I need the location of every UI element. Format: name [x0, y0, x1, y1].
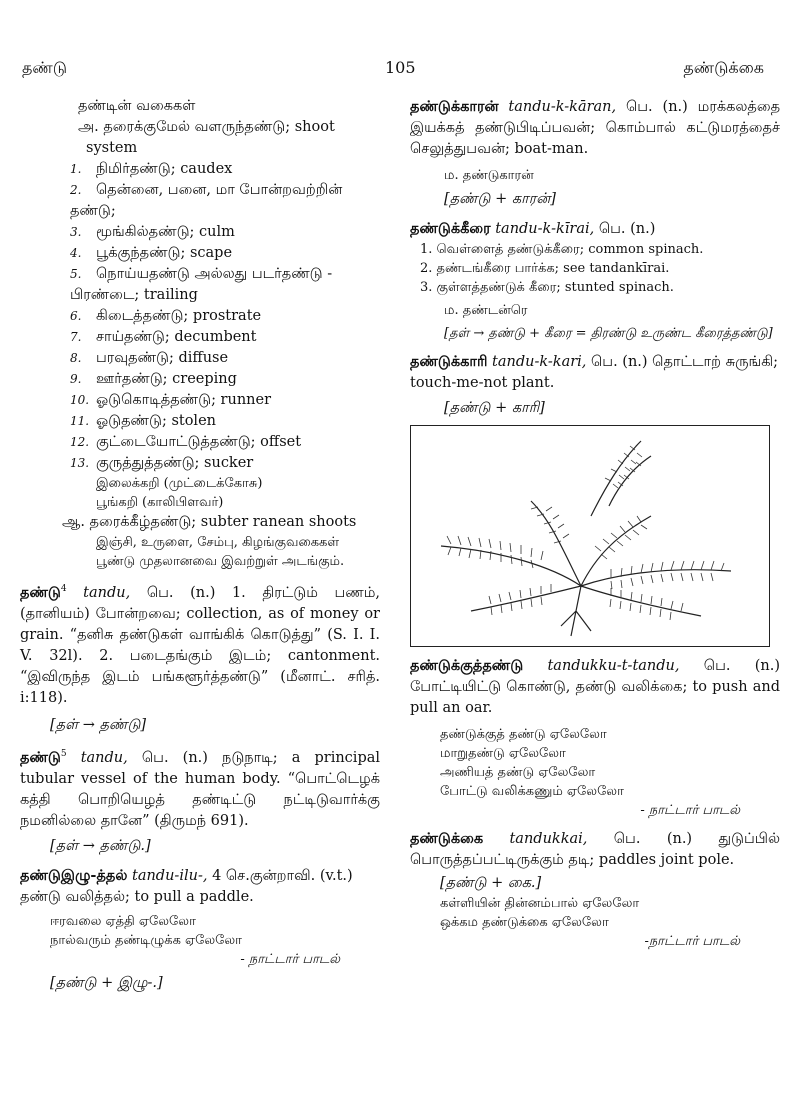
- transliteration: tandu-ilu-,: [132, 867, 208, 884]
- running-head-left: தண்டு: [22, 58, 68, 77]
- verse-line: ஈரவலை ஏத்தி ஏலேலோ: [50, 913, 196, 929]
- verse-line: அணியத் தண்டு ஏலேலோ: [440, 765, 596, 780]
- sense: 3. குள்ளத்தண்டுக் கீரை; stunted spinach.: [420, 280, 674, 295]
- entry-body: 4 செ.குன்றாவி. (v.t.) தண்டு வலித்தல்; to pull a paddle.: [20, 867, 353, 905]
- transliteration: tandukkai,: [509, 831, 588, 847]
- list-item: 8. பரவுதண்டு; diffuse: [70, 350, 229, 366]
- transliteration: tandukku-t-tandu,: [547, 658, 680, 674]
- headword: தண்டுக்காரி: [410, 353, 488, 370]
- etymology: [தள் → தண்டு]: [50, 716, 147, 733]
- etymology: [தள் → தண்டு + கீரை = திரண்டு உருண்ட கீரைத்தண்டு]: [444, 326, 773, 341]
- malayalam-cognate: ம. தண்டுகாரன்: [444, 168, 534, 183]
- entry-body: பெ. (n.) போட்டியிட்டு கொண்டு, தண்டு வலிக்கை; to push and pull an oar.: [410, 658, 781, 716]
- transliteration: tandu,: [83, 584, 131, 601]
- mimosa-plant-drawing: [411, 426, 769, 646]
- verse: [20, 912, 380, 969]
- entry-body: பெ. (n.) தொட்டாற் சுருங்கி; touch-me-not plant.: [410, 354, 778, 391]
- headword: தண்டு: [20, 748, 61, 766]
- etymology: [தண்டு + கை.]: [440, 875, 542, 891]
- left-column: [20, 96, 380, 994]
- entry-body: பெ. (n.) நடுநாடி; a principal tubular vessel of the human body. “பொட்டெழக் கத்தி பொறியெழத் தண்டிட்டு நட்டிடுவார்க்கு நமனில்லை தானே” (திருமந் 691).: [20, 749, 381, 829]
- verse-line: தண்டுக்குத் தண்டு ஏலேலோ: [440, 727, 607, 742]
- entry-tandu-izhu: [20, 865, 380, 908]
- list-item: 12. குட்டையோட்டுத்தண்டு; offset: [70, 434, 302, 450]
- headword: தண்டுக்கீரை: [410, 220, 491, 237]
- list-item: 1. நிமிர்தண்டு; caudex: [70, 161, 233, 177]
- verse-line: ஒக்கம தண்டுக்கை ஏலேலோ: [440, 915, 609, 930]
- extra-line-1: இலைக்கறி (முட்டைக்கோசு): [96, 476, 263, 491]
- transliteration: tandu-k-kīrai,: [495, 221, 595, 237]
- plant-illustration: [410, 425, 770, 647]
- list-item: 2. தென்னை, பனை, மா போன்றவற்றின் தண்டு;: [70, 182, 343, 219]
- entry-tandu-5: தண்டு$^5$ tandu, பெ. (n.) நடுநாடி; a principal tubular vessel of the human body. “பொட்டெழக் கத்தி பொறியெழத் தண்டிட்டு நட்டிடுவார்க்கு நமனில்லை தானே” (திருமந் 691).: [20, 748, 381, 829]
- types-heading: தண்டின் வகைகள்: [78, 98, 196, 114]
- malayalam-cognate: ம. தண்டன்ரெ: [444, 303, 528, 318]
- headword: தண்டுஇழு-த்தல்: [20, 866, 128, 884]
- right-column: [410, 96, 780, 951]
- etymology: [தள் → தண்டு.]: [50, 837, 151, 854]
- headword: தண்டுக்காரன்: [410, 98, 499, 115]
- running-head-right: தண்டுக்கை: [683, 58, 764, 77]
- etymology: [தண்டு + இழு-.]: [50, 974, 163, 991]
- list-item: 13. குருத்துத்தண்டு; sucker: [70, 455, 254, 471]
- list-item: 6. கிடைத்தண்டு; prostrate: [70, 308, 262, 324]
- transliteration: tandu,: [80, 749, 128, 766]
- sense: 1. வெள்ளைத் தண்டுக்கீரை; common spinach.: [420, 242, 704, 257]
- transliteration: tandu-k-kāran,: [508, 99, 617, 115]
- list-item: 11. ஓடுதண்டு; stolen: [70, 413, 216, 429]
- headword: தண்டுக்குத்தண்டு: [410, 657, 524, 674]
- entry-body: பெ. (n.) 1. திரட்டும் பணம், (தானியம்) போன்றவை; collection, as of money or grain. “தனிசு தண்டுகள் வாங்கிக் கொடுத்து” (S. I. I. V. 32l). 2. படைதங்கும் இடம்; cantonment. “இவிருந்த இடம் பங்களூர்த்தண்டு” (மீனாட். சரித். i:118).: [20, 584, 380, 706]
- list-item: 9. ஊர்தண்டு; creeping: [70, 371, 237, 387]
- entry-tandukkuthandu: [410, 655, 780, 719]
- etymology: [தண்டு + காரி]: [444, 400, 545, 416]
- transliteration: tandu-k-kari,: [492, 354, 587, 370]
- entry-tandukkai: [410, 828, 780, 871]
- verse: [410, 894, 780, 951]
- section-b-desc: இஞ்சி, உருளை, சேம்பு, கிழங்குவகைகள் பூண்டு முதலானவை இவற்றுள் அடங்கும்.: [96, 535, 345, 569]
- verse: [410, 725, 780, 820]
- list-item: 4. பூக்குந்தண்டு; scape: [70, 245, 233, 261]
- entry-body: பெ. (n.) துடுப்பில் பொருத்தப்பட்டிருக்கும் தடி; paddles joint pole.: [410, 831, 781, 868]
- verse-line: நால்வரும் தண்டிழுக்க ஏலேலோ: [50, 932, 242, 948]
- list-item: 3. மூங்கில்தண்டு; culm: [70, 224, 235, 240]
- list-item: 10. ஓடுகொடித்தண்டு; runner: [70, 392, 272, 408]
- entry-tandukkaran: [410, 96, 780, 160]
- sense: 2. தண்டங்கீரை பார்க்க; see tandankīrai.: [420, 261, 670, 276]
- verse-line: மாறுதண்டு ஏலேலோ: [440, 746, 566, 761]
- types-list: [20, 159, 380, 474]
- entry-tandukkari: [410, 351, 780, 394]
- list-item: 7. சாய்தண்டு; decumbent: [70, 329, 257, 345]
- section-a: அ. தரைக்குமேல் வளருந்தண்டு; shoot system: [78, 119, 335, 156]
- list-item: 5. நொய்யதண்டு அல்லது படர்தண்டு - பிரண்டை; trailing: [70, 266, 333, 303]
- entry-tandu-4: தண்டு$^4$ tandu, பெ. (n.) 1. திரட்டும் பணம், (தானியம்) போன்றவை; collection, as of money or grain. “தனிசு தண்டுகள் வாங்கிக் கொடுத்து” (S. I. I. V. 32l). 2. படைதங்கும் இடம்; cantonment. “இவிருந்த இடம் பங்களூர்த்தண்டு” (மீனாட். சரித். i:118).: [20, 583, 380, 706]
- entry-tandukkeerai: [410, 218, 780, 240]
- verse-source: - நாட்டார் பாடல்: [640, 803, 740, 818]
- page-number: 105: [385, 58, 416, 77]
- verse-source: - நாட்டார் பாடல்: [240, 951, 340, 967]
- entry-body: பெ. (n.) மரக்கலத்தை இயக்கத் தண்டுபிடிப்பவன்; கொம்பால் கட்டுமரத்தைச் செலுத்துபவன்; boat-man.: [410, 99, 781, 157]
- etymology: [தண்டு + காரன்]: [444, 191, 556, 207]
- verse-line: போட்டு வலிக்கணும் ஏலேலோ: [440, 784, 624, 799]
- headword: தண்டுக்கை: [410, 830, 484, 847]
- verse-source: -நாட்டார் பாடல்: [644, 934, 740, 949]
- section-b: ஆ. தரைக்கீழ்தண்டு; subter ranean shoots: [62, 514, 357, 530]
- extra-line-2: பூங்கறி (காலிபிளவர்): [96, 495, 224, 510]
- headword: தண்டு: [20, 583, 61, 601]
- pos: பெ. (n.): [598, 221, 656, 237]
- verse-line: கள்ளியின் தின்னம்பால் ஏலேலோ: [440, 896, 640, 911]
